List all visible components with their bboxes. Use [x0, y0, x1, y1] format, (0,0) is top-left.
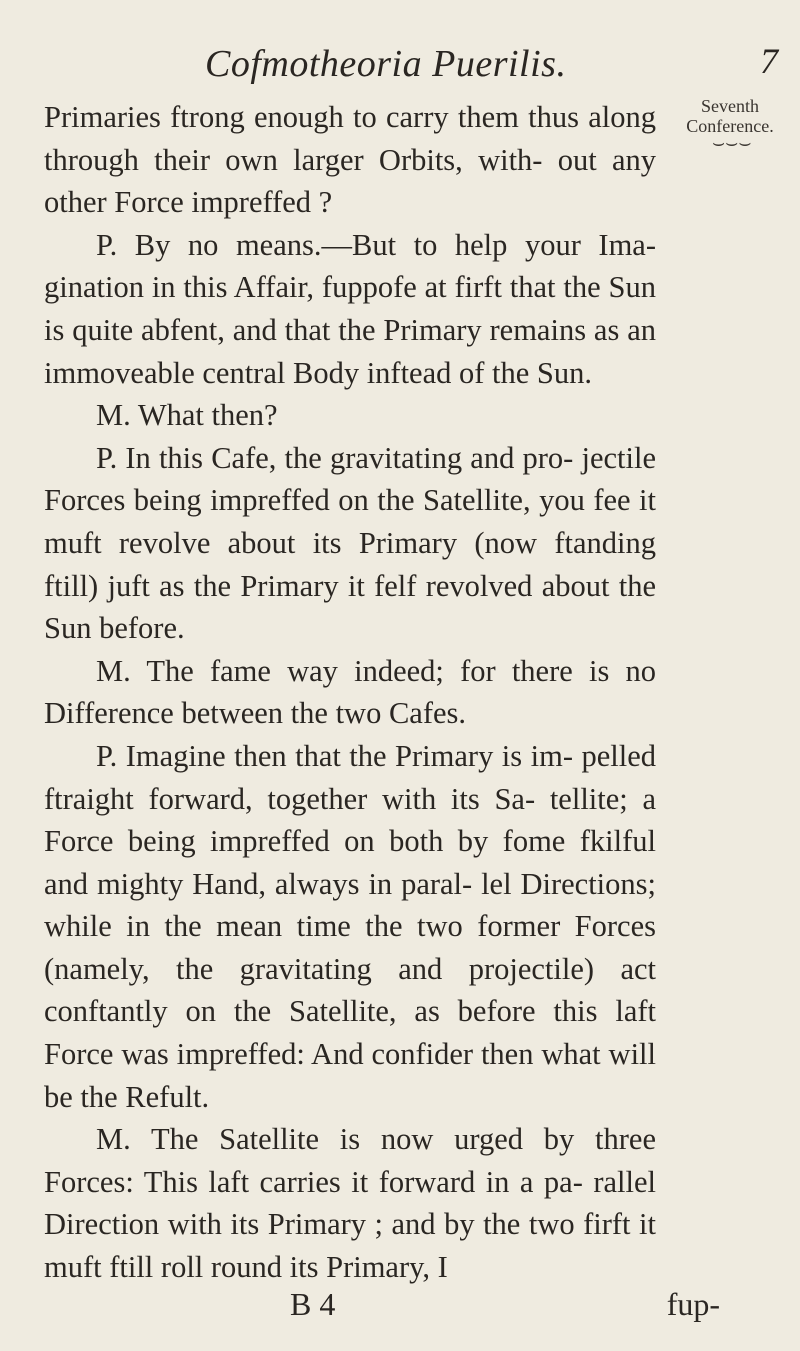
catchword: fup- [666, 1286, 720, 1322]
margin-note [660, 96, 800, 136]
running-title: Cofmotheoria Puerilis. [205, 43, 567, 85]
paragraph: Primaries ftrong enough to carry them thus along through their own larger Orbits, with- out any other Force impreffed ? [44, 100, 656, 220]
paragraph: M. What then? [96, 398, 278, 433]
paragraph: P. In this Cafe, the gravitating and pro- jectile Forces being impreffed on the Satellite, you fee it muft revolve about its Primary (now ftanding ftill) juft as the Primary it felf revolved about the Sun before. [44, 440, 656, 646]
paragraph: P. By no means.—But to help your Ima- gination in this Affair, fuppofe at firft that the Sun is quite abfent, and that the Primary remains as an immoveable central Body inftead of the Sun. [44, 227, 656, 390]
page-number: 7 [760, 41, 778, 81]
margin-note-line1: Seventh [701, 96, 759, 116]
paragraph: P. Imagine then that the Primary is im- pelled ftraight forward, together with its Sa- tellite; a Force being impreffed on both by fome fkilful and mighty Hand, always in paral- lel Directions; while in the mean time the two former Forces (namely, the gravitating and projectile) act conftantly on the Satellite, as before this laft Force was impreffed: And confider then what will be the Refult. [44, 738, 656, 1114]
signature-mark: B 4 [290, 1286, 336, 1322]
page-footer [290, 1286, 720, 1323]
brace-icon: ⌣⌣⌣ [712, 132, 752, 154]
paragraph: M. The Satellite is now urged by three Forces: This laft carries it forward in a pa- rallel Direction with its Primary ; and by the two firft it muft ftill roll round its Primary, I [44, 1122, 656, 1285]
body-text [44, 96, 656, 1289]
paragraph: M. The fame way indeed; for there is no Difference between the two Cafes. [44, 653, 656, 731]
margin-note-line2: Conference. [686, 116, 774, 136]
